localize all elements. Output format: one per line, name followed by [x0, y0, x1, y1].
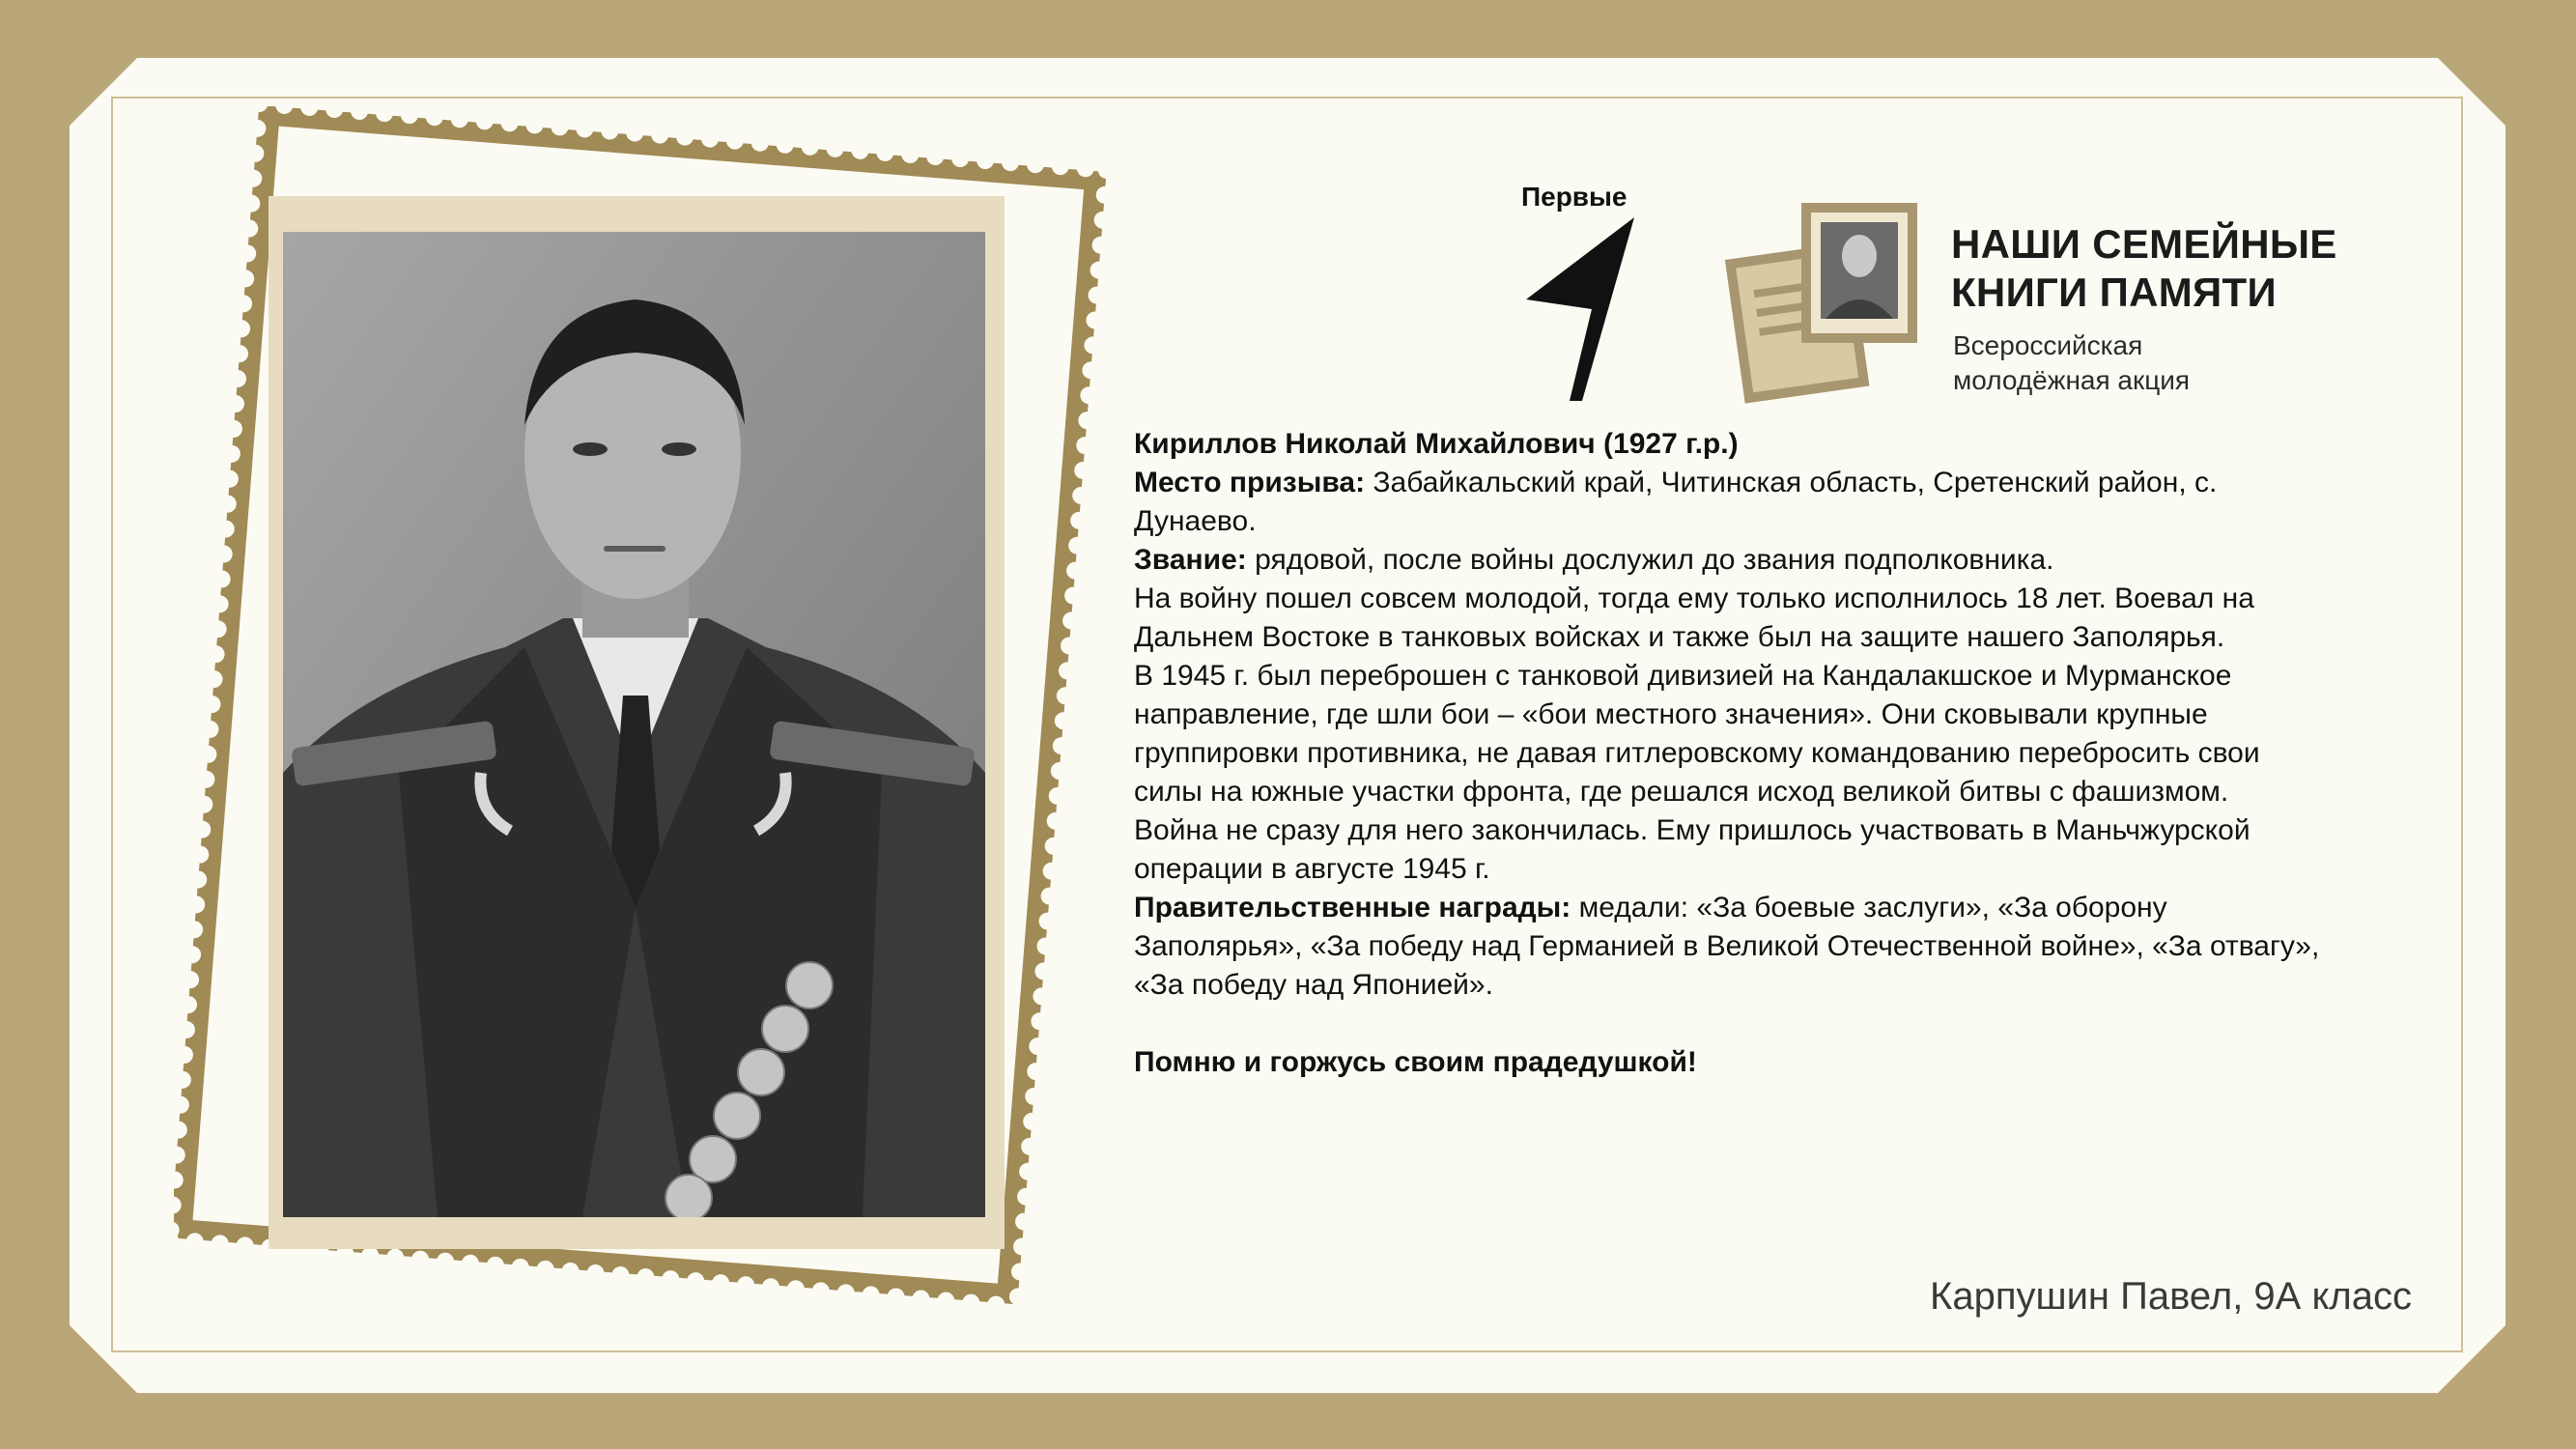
pervye-logo — [1521, 174, 1647, 406]
project-title — [1951, 220, 2337, 317]
memory-book-logo — [1724, 193, 1927, 411]
biography-text — [1134, 425, 2322, 1082]
awards-value: медали: «За боевые заслуги», «За оборону Заполярья», «За победу над Германией в Великой Отечественной войне», «За отвагу», «За победу над Японией». — [1134, 892, 2320, 1001]
veteran-name: Кириллов Николай Михайлович (1927 г.р.) — [1134, 428, 1739, 460]
closing-line: Помню и горжусь своим прадедушкой! — [1134, 1046, 1697, 1078]
veteran-portrait — [283, 232, 985, 1217]
pervye-label: Первые — [1521, 182, 1628, 212]
conscription-value: Забайкальский край, Читинская область, Сретенский район, с. Дунаево. — [1134, 467, 2218, 537]
awards-label: Правительственные награды: — [1134, 892, 1571, 923]
stamps-icon — [1724, 193, 1927, 411]
project-title-line1: НАШИ СЕМЕЙНЫЕ — [1951, 221, 2337, 267]
author-caption: Карпушин Павел, 9А класс — [1930, 1275, 2412, 1318]
project-subtitle-line1: Всероссийская — [1953, 330, 2143, 360]
project-subtitle — [1953, 328, 2190, 398]
pervye-one-icon — [1526, 217, 1642, 401]
bio-paragraph-1: На войну пошел совсем молодой, тогда ему только исполнилось 18 лет. Воевал на Дальнем Востоке в танковых войсках и также был на защите нашего Заполярья. — [1134, 582, 2254, 653]
project-title-line2: КНИГИ ПАМЯТИ — [1951, 270, 2277, 315]
project-subtitle-line2: молодёжная акция — [1953, 365, 2191, 395]
rank-value: рядовой, после войны дослужил до звания подполковника. — [1255, 544, 2054, 576]
bio-paragraph-2: В 1945 г. был переброшен с танковой дивизией на Кандалакшское и Мурманское направление, где шли бои – «бои местного значения». Они сковывали крупные группировки противника, не давая гитлеровскому командованию перебросить свои силы на южные участки фронта, где решался исход великой битвы с фашизмом. — [1134, 660, 2260, 808]
bio-paragraph-3: Война не сразу для него закончилась. Ему пришлось участвовать в Маньчжурской операции в августе 1945 г. — [1134, 814, 2250, 885]
spacer — [1134, 1005, 2322, 1043]
rank-label: Звание: — [1134, 544, 1247, 576]
conscription-label: Место призыва: — [1134, 467, 1366, 498]
